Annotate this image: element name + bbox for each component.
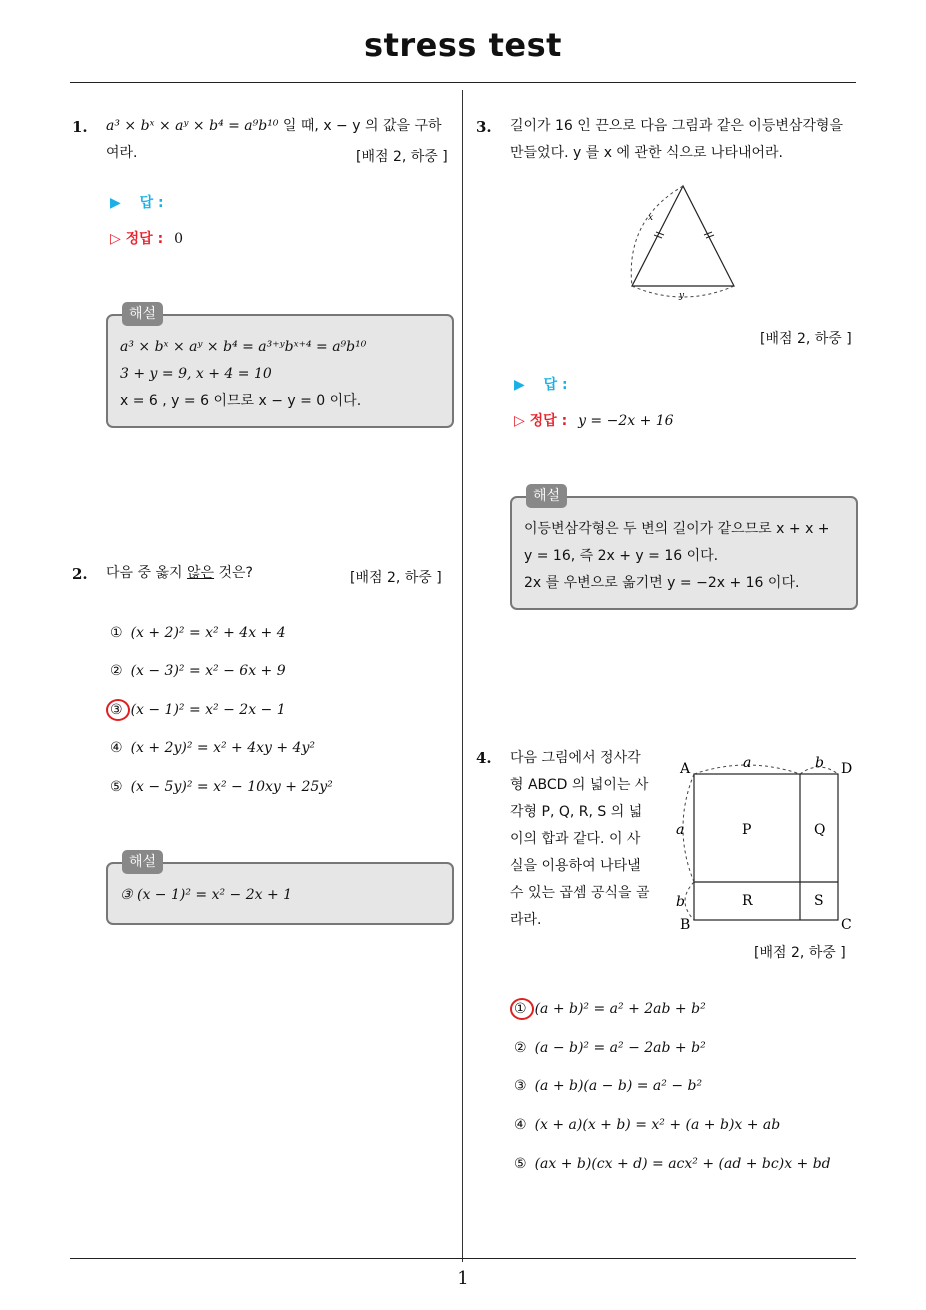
q2-explanation-line: ③ (x − 1)² = x² − 2x + 1 (120, 887, 293, 903)
option-expression: (a + b)(a − b) = a² − b² (534, 1078, 703, 1094)
q1-explanation-box (106, 306, 454, 428)
q1-explanation-line: 3 + y = 9, x + 4 = 10 (120, 366, 272, 382)
q3-correct-label (514, 410, 674, 430)
option-number: ② (110, 663, 123, 679)
q4-option[interactable] (514, 1040, 706, 1056)
top-b-label: b (815, 755, 824, 771)
page-title: stress test (364, 26, 562, 64)
q1-answer-label (110, 192, 164, 212)
option-expression: (x + 2)² = x² + 4x + 4 (130, 625, 286, 641)
correct-marker-icon: ▷ (514, 413, 525, 429)
option-expression: (a + b)² = a² + 2ab + b² (534, 1001, 706, 1017)
q1-correct-value: 0 (174, 231, 183, 247)
q4-text-line: 형 ABCD 의 넓이는 사 (510, 777, 649, 793)
option-expression: (x − 1)² = x² − 2x − 1 (130, 702, 286, 718)
answer-marker-icon: ▶ (514, 377, 525, 393)
q2-text-underlined: 않은 (186, 565, 215, 581)
option-number: ① (514, 1001, 527, 1017)
q2-option[interactable] (110, 702, 286, 718)
q3-text (510, 113, 843, 167)
base-label: y (679, 291, 685, 301)
q3-text-line2: 만들었다. y 를 x 에 관한 식으로 나타내어라. (510, 145, 784, 161)
tick-mark (706, 235, 714, 238)
q2-score: [배점 2, 하중 ] (350, 570, 442, 586)
q2-option[interactable] (110, 625, 286, 641)
q2-text-post: 것은? (214, 565, 253, 581)
q1-text-line2: 여라. (106, 145, 138, 161)
q4-text-line: 라라. (510, 912, 542, 928)
option-expression: (x − 3)² = x² − 6x + 9 (130, 663, 286, 679)
q1-explanation-line: a³ × bˣ × aʸ × b⁴ = a³⁺ʸbˣ⁺⁴ = a⁹b¹⁰ (120, 339, 367, 355)
q4-text-line: 다음 그림에서 정사각 (510, 750, 641, 766)
q4-text-line: 이의 합과 같다. 이 사 (510, 831, 641, 847)
correct-label: 정답 : (125, 231, 164, 247)
q3-score: [배점 2, 하중 ] (760, 331, 852, 347)
column-divider (462, 90, 463, 1262)
q3-number: 3. (476, 118, 492, 136)
q3-explanation-line: 이등변삼각형은 두 변의 길이가 같으므로 x + x + (524, 521, 830, 537)
region-r-label: R (742, 893, 753, 909)
q4-text-line: 수 있는 곱셈 공식을 골 (510, 885, 650, 901)
q4-option[interactable] (514, 1001, 706, 1017)
q4-score: [배점 2, 하중 ] (754, 945, 846, 961)
side-label: x (648, 213, 654, 223)
option-number: ① (110, 625, 123, 641)
triangle-shape (632, 186, 734, 286)
option-number: ② (514, 1040, 527, 1056)
selected-circle-mark (106, 699, 130, 721)
option-expression: (x − 5y)² = x² − 10xy + 25y² (130, 779, 333, 795)
q2-number: 2. (72, 565, 88, 583)
selected-circle-mark (510, 998, 534, 1020)
q4-option[interactable] (514, 1078, 702, 1094)
q1-score: [배점 2, 하중 ] (356, 149, 448, 165)
q4-number: 4. (476, 749, 492, 767)
q1-explanation-line: x = 6 , y = 6 이므로 x − y = 0 이다. (120, 393, 362, 409)
region-s-label: S (814, 893, 824, 909)
q3-explanation-box (510, 488, 858, 610)
q3-explanation-line: y = 16, 즉 2x + y = 16 이다. (524, 548, 719, 564)
q2-text-pre: 다음 중 옳지 (106, 565, 187, 581)
explanation-tag: 해설 (526, 484, 567, 508)
q1-text-rest: 일 때, x − y 의 값을 구하 (282, 118, 442, 134)
q2-option[interactable] (110, 663, 286, 679)
correct-marker-icon: ▷ (110, 231, 121, 247)
q4-option[interactable] (514, 1117, 780, 1133)
q4-square-figure (670, 752, 860, 937)
q2-option[interactable] (110, 740, 315, 756)
left-b-label: b (676, 894, 685, 910)
answer-marker-icon: ▶ (110, 195, 121, 211)
left-a-label: a (676, 822, 685, 838)
q3-explanation-line: 2x 를 우변으로 옮기면 y = −2x + 16 이다. (524, 575, 800, 591)
q4-option[interactable] (514, 1156, 831, 1172)
option-number: ⑤ (514, 1156, 527, 1172)
q3-text-line1: 길이가 16 인 끈으로 다음 그림과 같은 이등변삼각형을 (510, 118, 843, 134)
left-b-brace (685, 882, 694, 920)
option-number: ④ (110, 740, 123, 756)
q2-explanation-box (106, 854, 454, 925)
q3-triangle-figure (620, 180, 750, 305)
header-rule (70, 82, 856, 83)
page-number: 1 (457, 1268, 469, 1289)
q2-option[interactable] (110, 779, 333, 795)
explanation-tag: 해설 (122, 850, 163, 874)
vertex-d-label: D (841, 761, 853, 777)
option-expression: (a − b)² = a² − 2ab + b² (534, 1040, 706, 1056)
option-number: ④ (514, 1117, 527, 1133)
option-expression: (ax + b)(cx + d) = acx² + (ad + bc)x + bd (534, 1156, 831, 1172)
footer-rule (70, 1258, 856, 1259)
tick-mark (656, 232, 664, 235)
q4-text-line: 각형 P, Q, R, S 의 넓 (510, 804, 643, 820)
q1-number: 1. (72, 118, 88, 136)
option-expression: (x + a)(x + b) = x² + (a + b)x + ab (534, 1117, 781, 1133)
option-expression: (x + 2y)² = x² + 4xy + 4y² (130, 740, 315, 756)
q3-answer-label (514, 374, 568, 394)
vertex-c-label: C (841, 917, 852, 933)
q3-correct-value: y = −2x + 16 (578, 413, 674, 429)
option-number: ⑤ (110, 779, 123, 795)
region-p-label: P (742, 822, 752, 838)
q2-text (106, 560, 253, 587)
top-a-label: a (743, 755, 752, 771)
left-a-brace (683, 774, 694, 882)
q1-text-math: a³ × bˣ × aʸ × b⁴ = a⁹b¹⁰ (106, 118, 279, 134)
region-q-label: Q (814, 822, 826, 838)
answer-label: 답 : (139, 195, 164, 211)
q1-correct-label (110, 228, 183, 248)
option-number: ③ (514, 1078, 527, 1094)
option-number: ③ (110, 702, 123, 718)
vertex-a-label: A (680, 761, 691, 777)
vertex-b-label: B (680, 917, 691, 933)
explanation-tag: 해설 (122, 302, 163, 326)
correct-label: 정답 : (529, 413, 568, 429)
answer-label: 답 : (543, 377, 568, 393)
q4-text (510, 745, 650, 934)
q4-text-line: 실을 이용하여 나타낼 (510, 858, 641, 874)
